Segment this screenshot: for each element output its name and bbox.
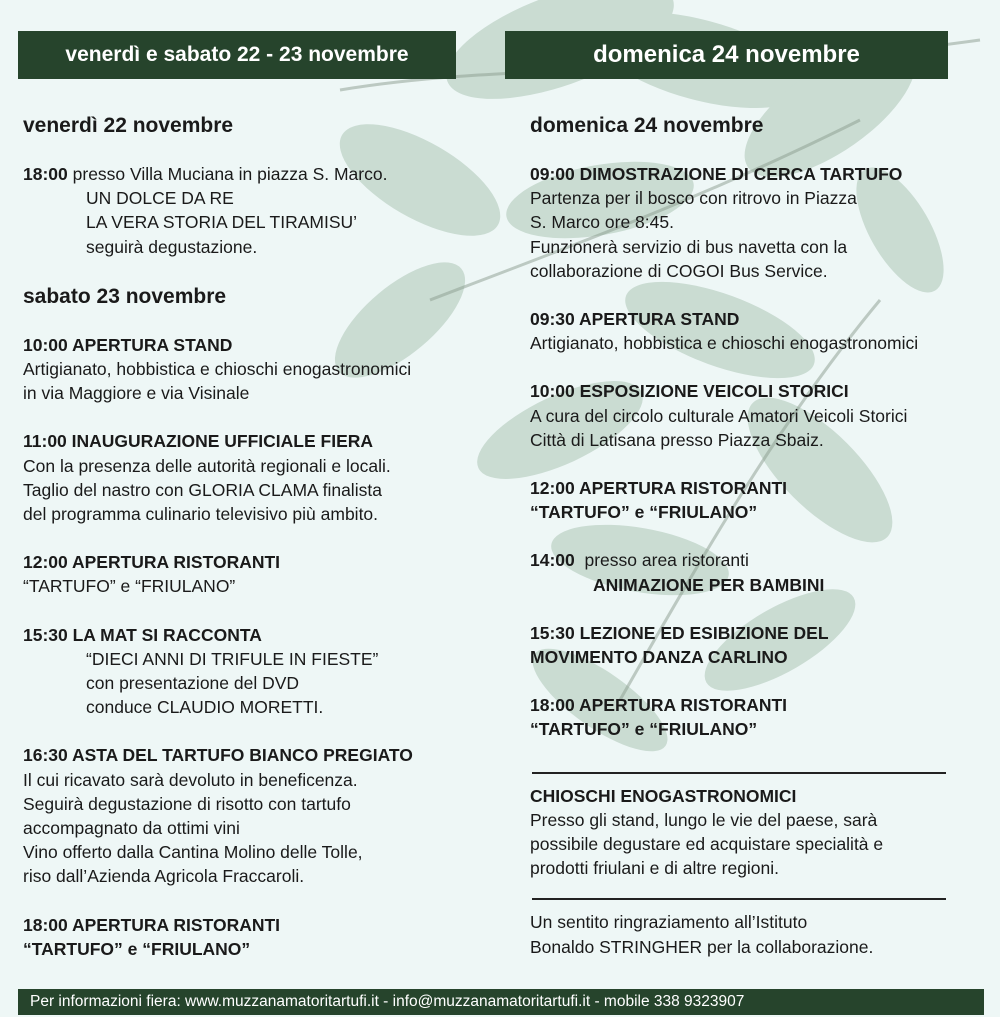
event-line: seguirà degustazione. [86,236,258,257]
event-line: LA VERA STORIA DEL TIRAMISU’ [86,212,358,233]
event-time: 14:00 [530,550,575,571]
event-line: Vino offerto dalla Cantina Molino delle Tolle, [23,842,363,863]
thanks-block [530,910,980,958]
divider [532,772,946,774]
chioschi-line: possibile degustare ed acquistare specialità e [530,834,884,855]
event-sunday-1800 [530,693,980,741]
event-title: 11:00 INAUGURAZIONE UFFICIALE FIERA [23,431,374,452]
event-saturday-1800 [23,913,493,961]
event-line: “DIECI ANNI DI TRIFULE IN FIESTE” [86,648,379,669]
event-line: Partenza per il bosco con ritrovo in Piazza [530,188,857,209]
event-sunday-1530 [530,621,980,669]
event-sunday-1200 [530,476,980,524]
day-title-sunday: domenica 24 novembre [530,114,764,137]
event-line: S. Marco ore 8:45. [530,212,674,233]
chioschi-line: Presso gli stand, lungo le vie del paese, sarà [530,809,878,830]
right-column [530,112,980,959]
event-line: A cura del circolo culturale Amatori Veicoli Storici [530,405,908,426]
event-line: “TARTUFO” e “FRIULANO” [23,938,251,959]
event-line: riso dall’Azienda Agricola Fraccaroli. [23,866,305,887]
event-line: accompagnato da ottimi vini [23,818,240,839]
event-location: presso area ristoranti [584,550,749,571]
day-title-friday: venerdì 22 novembre [23,114,234,137]
event-title: 15:30 LEZIONE ED ESIBIZIONE DEL [530,622,829,643]
event-line: Con la presenza delle autorità regionali e locali. [23,455,391,476]
event-title: 16:30 ASTA DEL TARTUFO BIANCO PREGIATO [23,745,413,766]
event-saturday-1100 [23,429,493,526]
event-location: presso Villa Muciana in piazza S. Marco. [72,164,388,184]
event-saturday-1200 [23,550,493,598]
footer-info-bar: Per informazioni fiera: www.muzzanamatoritartufi.it - info@muzzanamatoritartufi.it - mobile 338 9323907 [18,989,984,1015]
event-line: MOVIMENTO DANZA CARLINO [530,647,788,668]
event-line: in via Maggiore e via Visinale [23,383,250,404]
chioschi-title: CHIOSCHI ENOGASTRONOMICI [530,785,797,806]
event-sunday-0900 [530,162,980,283]
header-left-banner: venerdì e sabato 22 - 23 novembre [18,31,456,79]
event-sunday-1000 [530,379,980,452]
event-line: ANIMAZIONE PER BAMBINI [593,574,825,595]
event-time: 18:00 [23,164,68,184]
event-title: 18:00 APERTURA RISTORANTI [23,914,281,935]
event-saturday-1530 [23,623,493,720]
event-line: Città di Latisana presso Piazza Sbaiz. [530,429,824,450]
day-title-saturday: sabato 23 novembre [23,284,227,308]
event-line: Funzionerà servizio di bus navetta con la [530,236,848,257]
event-title: 15:30 LA MAT SI RACCONTA [23,624,262,645]
chioschi-line: prodotti friulani e di altre regioni. [530,858,780,879]
event-line: Il cui ricavato sarà devoluto in beneficenza. [23,769,358,790]
event-line: conduce CLAUDIO MORETTI. [86,697,324,718]
event-title: 12:00 APERTURA RISTORANTI [23,552,281,573]
event-title: 09:00 DIMOSTRAZIONE DI CERCA TARTUFO [530,164,903,184]
event-line: Seguirà degustazione di risotto con tartufo [23,793,351,814]
event-line: UN DOLCE DA RE [86,188,234,209]
event-title: 09:30 APERTURA STAND [530,309,740,330]
event-line: “TARTUFO” e “FRIULANO” [23,576,236,597]
event-line: con presentazione del DVD [86,673,300,694]
event-saturday-1630 [23,743,493,888]
event-sunday-1400 [530,548,980,596]
chioschi-block [530,784,980,881]
event-friday-1800 [23,162,493,259]
header-right-banner: domenica 24 novembre [505,31,948,79]
event-line: “TARTUFO” e “FRIULANO” [530,502,758,523]
event-title: 10:00 ESPOSIZIONE VEICOLI STORICI [530,381,849,402]
event-line: “TARTUFO” e “FRIULANO” [530,719,758,740]
event-title: 18:00 APERTURA RISTORANTI [530,695,788,716]
event-line: Artigianato, hobbistica e chioschi enogastronomici [23,359,412,380]
event-sunday-0930 [530,307,980,355]
event-saturday-1000 [23,333,493,406]
left-column [23,112,493,985]
event-line: collaborazione di COGOI Bus Service. [530,260,828,281]
event-line: Taglio del nastro con GLORIA CLAMA finalista [23,479,382,500]
event-title: 10:00 APERTURA STAND [23,334,233,355]
event-line: Artigianato, hobbistica e chioschi enogastronomici [530,333,919,354]
event-title: 12:00 APERTURA RISTORANTI [530,478,788,499]
thanks-line: Bonaldo STRINGHER per la collaborazione. [530,936,874,957]
divider [532,898,946,900]
event-line: del programma culinario televisivo più ambito. [23,504,379,525]
thanks-line: Un sentito ringraziamento all’Istituto [530,912,808,933]
